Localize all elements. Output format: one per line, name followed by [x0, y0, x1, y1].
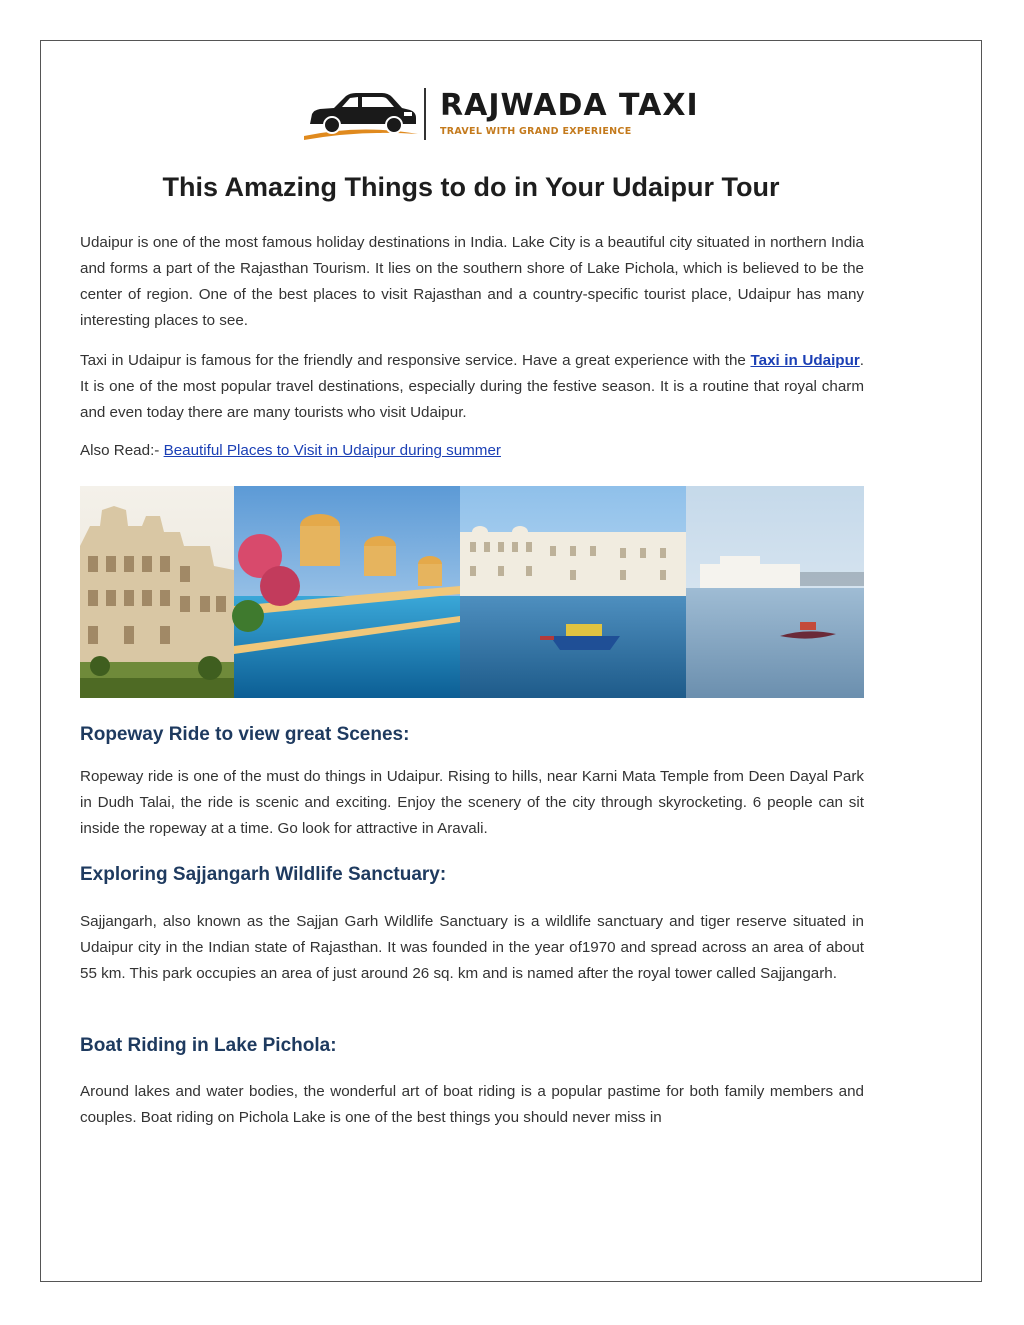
section-heading-boat-riding: Boat Riding in Lake Pichola: [80, 1035, 337, 1056]
taxi-text-after: . It is one of the most popular travel destinations, especially during the festive season. It is a routine that royal charm and even today there are many tourists who visit Udaipur. [80, 352, 864, 421]
section-body-sajjangarh: Sajjangarh, also known as the Sajjan Garh Wildlife Sanctuary is a wildlife sanctuary and tiger reserve situated in Udaipur city in the Indian state of Rajasthan. It was founded in the year of1970 and spread across an area of about 55 km. This park occupies an area of just around 26 sq. km and is named after the royal tower called Sajjangarh. [80, 913, 864, 982]
intro-paragraph: Udaipur is one of the most famous holiday destinations in India. Lake City is a beautiful city situated in northern India and forms a part of the Rajasthan Tourism. It lies on the southern shore of Lake Pichola, which is believed to be the center of region. One of the best places to visit Rajasthan and a country-specific tourist place, Udaipur has many interesting places to see. [80, 234, 864, 329]
udaipur-photo-collage [80, 486, 864, 698]
taxi-paragraph [80, 348, 864, 426]
also-read-line [80, 442, 501, 459]
section-body-ropeway: Ropeway ride is one of the must do things in Udaipur. Rising to hills, near Karni Mata Temple from Deen Dayal Park in Dudh Talai, the ride is scenic and exciting. Enjoy the scenery of the city through skyrocketing. 6 people can sit inside the ropeway at a time. Go look for attractive in Aravali. [80, 768, 864, 837]
also-read-link[interactable]: Beautiful Places to Visit in Udaipur during summer [163, 442, 501, 459]
section-heading-ropeway: Ropeway Ride to view great Scenes: [80, 724, 410, 745]
car-icon [300, 84, 420, 144]
page-title: This Amazing Things to do in Your Udaipur Tour [162, 172, 780, 202]
taxi-text-before: Taxi in Udaipur is famous for the friendly and responsive service. Have a great experience with the [80, 352, 751, 369]
brand-tagline: TRAVEL WITH GRAND EXPERIENCE [440, 126, 632, 137]
section-heading-sajjangarh: Exploring Sajjangarh Wildlife Sanctuary: [80, 864, 447, 885]
section-body-boat-riding: Around lakes and water bodies, the wonderful art of boat riding is a popular pastime for both family members and couples. Boat riding on Pichola Lake is one of the best things you should never miss in [80, 1083, 864, 1126]
taxi-in-udaipur-link[interactable]: Taxi in Udaipur [750, 352, 860, 369]
brand-name: RAJWADA TAXI [440, 88, 699, 123]
also-read-prefix: Also Read:- [80, 442, 164, 459]
logo-divider [424, 88, 426, 140]
brand-logo [300, 84, 699, 144]
